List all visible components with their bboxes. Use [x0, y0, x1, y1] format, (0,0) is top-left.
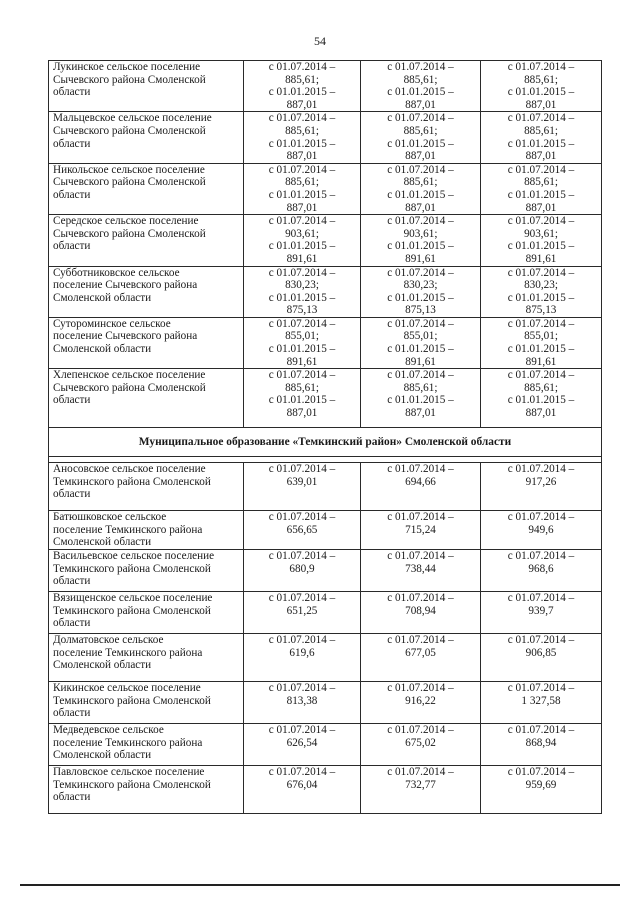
- tariff-cell-col3: с 01.07.2014 – 939,7: [481, 592, 602, 634]
- tariff-table: [48, 60, 602, 814]
- tariff-cell-col1: с 01.07.2014 – 619,6: [244, 634, 361, 682]
- settlement-name-cell: Кикинское сельское поселение Темкинского района Смоленской области: [49, 682, 244, 724]
- table-row: [49, 592, 602, 634]
- settlement-name-cell: Аносовское сельское поселение Темкинского района Смоленской области: [49, 463, 244, 511]
- tariff-cell-col3: с 01.07.2014 – 968,6: [481, 550, 602, 592]
- tariff-cell-col3: с 01.07.2014 – 903,61; с 01.01.2015 – 891,61: [481, 215, 602, 266]
- settlement-name-cell: Павловское сельское поселение Темкинского района Смоленской области: [49, 766, 244, 814]
- tariff-cell-col1: с 01.07.2014 – 639,01: [244, 463, 361, 511]
- tariff-cell-col1: с 01.07.2014 – 885,61; с 01.01.2015 – 887,01: [244, 112, 361, 163]
- tariff-cell-col3: с 01.07.2014 – 885,61; с 01.01.2015 – 887,01: [481, 163, 602, 214]
- tariff-cell-col2: с 01.07.2014 – 675,02: [361, 724, 481, 766]
- settlement-name-cell: Медведевское сельское поселение Темкинского района Смоленской области: [49, 724, 244, 766]
- table-row: [49, 682, 602, 724]
- tariff-cell-col3: с 01.07.2014 – 885,61; с 01.01.2015 – 887,01: [481, 369, 602, 428]
- settlement-name-cell: Хлепенское сельское поселение Сычевского района Смоленской области: [49, 369, 244, 428]
- tariff-cell-col1: с 01.07.2014 – 885,61; с 01.01.2015 – 887,01: [244, 369, 361, 428]
- table-row: [49, 266, 602, 317]
- tariff-cell-col3: с 01.07.2014 – 949,6: [481, 511, 602, 550]
- table-row: [49, 369, 602, 428]
- settlement-name-cell: Субботниковское сельское поселение Сычевского района Смоленской области: [49, 266, 244, 317]
- tariff-cell-col1: с 01.07.2014 – 885,61; с 01.01.2015 – 887,01: [244, 61, 361, 112]
- tariff-cell-col2: с 01.07.2014 – 708,94: [361, 592, 481, 634]
- tariff-cell-col1: с 01.07.2014 – 651,25: [244, 592, 361, 634]
- tariff-cell-col1: с 01.07.2014 – 855,01; с 01.01.2015 – 891,61: [244, 317, 361, 368]
- tariff-cell-col2: с 01.07.2014 – 885,61; с 01.01.2015 – 887,01: [361, 112, 481, 163]
- tariff-cell-col3: с 01.07.2014 – 830,23; с 01.01.2015 – 875,13: [481, 266, 602, 317]
- table-row: [49, 163, 602, 214]
- tariff-cell-col1: с 01.07.2014 – 903,61; с 01.01.2015 – 891,61: [244, 215, 361, 266]
- tariff-cell-col2: с 01.07.2014 – 903,61; с 01.01.2015 – 891,61: [361, 215, 481, 266]
- settlement-name-cell: Середское сельское поселение Сычевского района Смоленской области: [49, 215, 244, 266]
- settlement-name-cell: Никольское сельское поселение Сычевского района Смоленской области: [49, 163, 244, 214]
- table-row: [49, 766, 602, 814]
- settlement-name-cell: Лукинское сельское поселение Сычевского района Смоленской области: [49, 61, 244, 112]
- table-row: [49, 550, 602, 592]
- tariff-cell-col2: с 01.07.2014 – 830,23; с 01.01.2015 – 875,13: [361, 266, 481, 317]
- tariff-cell-col2: с 01.07.2014 – 885,61; с 01.01.2015 – 887,01: [361, 163, 481, 214]
- section-heading-row: [49, 428, 602, 457]
- table-row: [49, 61, 602, 112]
- table-row: [49, 724, 602, 766]
- tariff-cell-col1: с 01.07.2014 – 885,61; с 01.01.2015 – 887,01: [244, 163, 361, 214]
- tariff-cell-col2: с 01.07.2014 – 694,66: [361, 463, 481, 511]
- table-row: [49, 112, 602, 163]
- tariff-table-body: [49, 61, 602, 814]
- tariff-cell-col2: с 01.07.2014 – 715,24: [361, 511, 481, 550]
- tariff-cell-col3: с 01.07.2014 – 1 327,58: [481, 682, 602, 724]
- table-row: [49, 463, 602, 511]
- tariff-cell-col2: с 01.07.2014 – 732,77: [361, 766, 481, 814]
- tariff-cell-col3: с 01.07.2014 – 885,61; с 01.01.2015 – 887,01: [481, 61, 602, 112]
- settlement-name-cell: Долматовское сельское поселение Темкинского района Смоленской области: [49, 634, 244, 682]
- settlement-name-cell: Сутороминское сельское поселение Сычевского района Смоленской области: [49, 317, 244, 368]
- table-row: [49, 511, 602, 550]
- tariff-cell-col1: с 01.07.2014 – 680,9: [244, 550, 361, 592]
- tariff-cell-col3: с 01.07.2014 – 885,61; с 01.01.2015 – 887,01: [481, 112, 602, 163]
- tariff-cell-col1: с 01.07.2014 – 813,38: [244, 682, 361, 724]
- page-number: 54: [314, 34, 326, 48]
- tariff-cell-col3: с 01.07.2014 – 917,26: [481, 463, 602, 511]
- section-heading: Муниципальное образование «Темкинский район» Смоленской области: [49, 428, 602, 457]
- tariff-cell-col1: с 01.07.2014 – 676,04: [244, 766, 361, 814]
- settlement-name-cell: Мальцевское сельское поселение Сычевского района Смоленской области: [49, 112, 244, 163]
- footer-rule: [20, 884, 620, 886]
- table-row: [49, 215, 602, 266]
- tariff-cell-col2: с 01.07.2014 – 855,01; с 01.01.2015 – 891,61: [361, 317, 481, 368]
- settlement-name-cell: Батюшковское сельское поселение Темкинского района Смоленской области: [49, 511, 244, 550]
- settlement-name-cell: Вязищенское сельское поселение Темкинского района Смоленской области: [49, 592, 244, 634]
- tariff-cell-col2: с 01.07.2014 – 885,61; с 01.01.2015 – 887,01: [361, 61, 481, 112]
- tariff-cell-col1: с 01.07.2014 – 656,65: [244, 511, 361, 550]
- tariff-cell-col1: с 01.07.2014 – 830,23; с 01.01.2015 – 875,13: [244, 266, 361, 317]
- tariff-cell-col3: с 01.07.2014 – 868,94: [481, 724, 602, 766]
- tariff-cell-col2: с 01.07.2014 – 738,44: [361, 550, 481, 592]
- settlement-name-cell: Васильевское сельское поселение Темкинского района Смоленской области: [49, 550, 244, 592]
- tariff-cell-col2: с 01.07.2014 – 677,05: [361, 634, 481, 682]
- tariff-cell-col2: с 01.07.2014 – 885,61; с 01.01.2015 – 887,01: [361, 369, 481, 428]
- table-row: [49, 634, 602, 682]
- table-row: [49, 317, 602, 368]
- tariff-cell-col2: с 01.07.2014 – 916,22: [361, 682, 481, 724]
- tariff-cell-col3: с 01.07.2014 – 959,69: [481, 766, 602, 814]
- tariff-cell-col1: с 01.07.2014 – 626,54: [244, 724, 361, 766]
- tariff-cell-col3: с 01.07.2014 – 906,85: [481, 634, 602, 682]
- tariff-cell-col3: с 01.07.2014 – 855,01; с 01.01.2015 – 891,61: [481, 317, 602, 368]
